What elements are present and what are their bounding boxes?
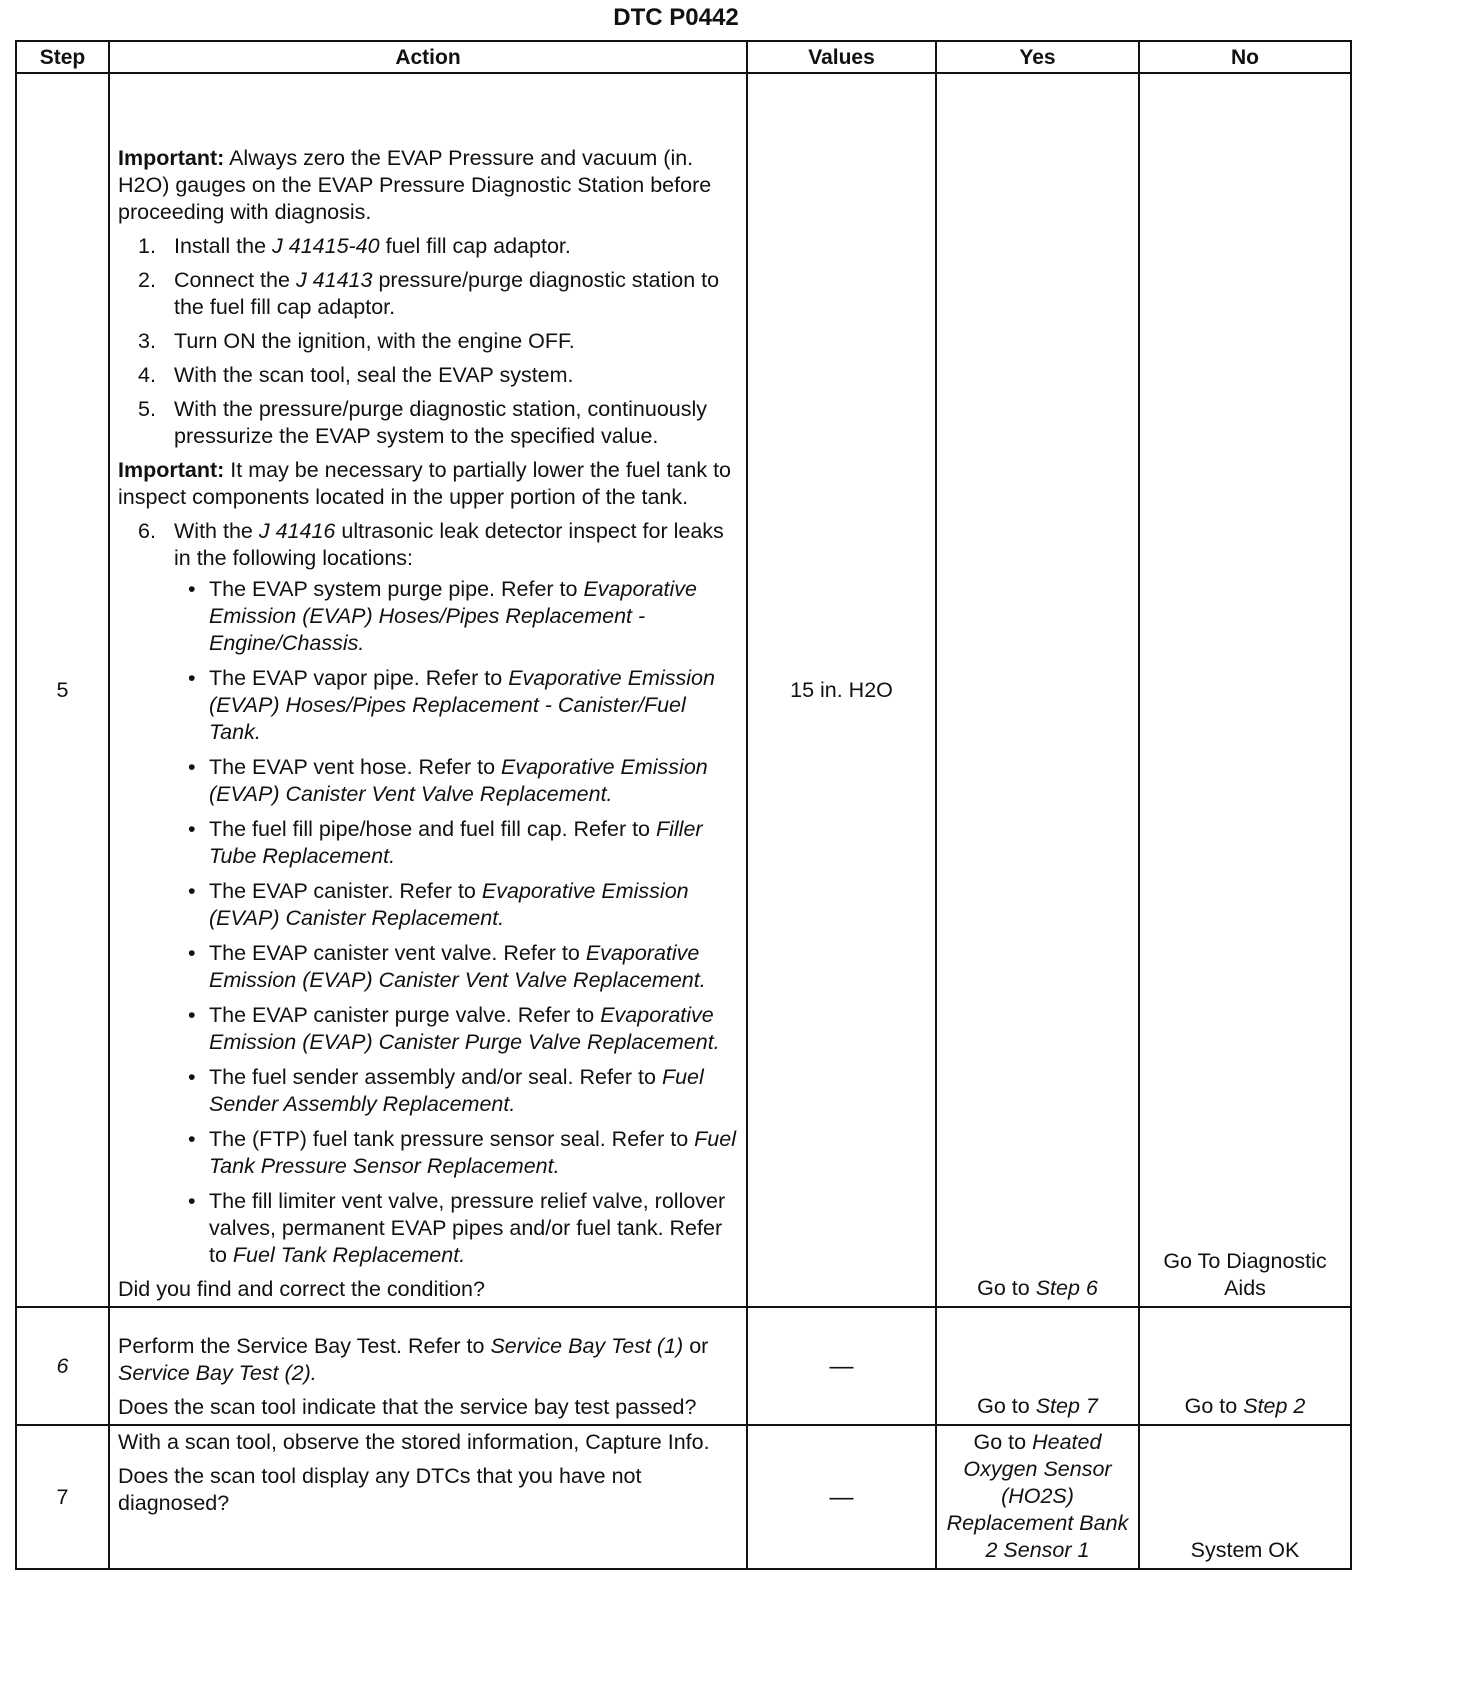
step-number: 7 xyxy=(16,1425,109,1569)
tool-reference[interactable]: J 41416 xyxy=(258,519,336,543)
action-text-part: Perform the Service Bay Test. Refer to xyxy=(118,1334,485,1358)
page-title: DTC P0442 xyxy=(613,4,739,31)
location-item xyxy=(174,665,738,746)
dtc-table xyxy=(15,40,1352,1570)
item-text: Turn ON the ignition, with the engine OFF. xyxy=(174,329,575,353)
location-item xyxy=(174,1064,738,1118)
action-cell xyxy=(109,73,747,1307)
location-text: The (FTP) fuel tank pressure sensor seal. Refer to xyxy=(209,1127,689,1151)
header-step: Step xyxy=(16,41,109,73)
location-text: The EVAP vapor pipe. Refer to xyxy=(209,666,503,690)
location-text: The EVAP canister vent valve. Refer to xyxy=(209,941,580,965)
yes-text: Go to xyxy=(977,1276,1030,1300)
action-text-part: or xyxy=(689,1334,709,1358)
procedure-link[interactable]: Service Bay Test (2). xyxy=(118,1361,317,1385)
yes-step-link[interactable]: Step 7 xyxy=(1035,1394,1098,1418)
yes-cell xyxy=(936,1307,1139,1425)
bullet: • xyxy=(188,1065,196,1089)
bullet: • xyxy=(188,817,196,841)
location-text: The EVAP vent hose. Refer to xyxy=(209,755,496,779)
procedure-list xyxy=(118,518,738,1269)
yes-step-link[interactable]: Step 6 xyxy=(1035,1276,1098,1300)
tool-reference[interactable]: J 41415-40 xyxy=(272,234,380,258)
table-row-step-6 xyxy=(16,1307,1351,1425)
location-item xyxy=(174,1002,738,1056)
location-text: The EVAP system purge pipe. Refer to xyxy=(209,577,578,601)
location-item xyxy=(174,940,738,994)
procedure-link[interactable]: Service Bay Test (1) xyxy=(490,1334,684,1358)
bullet: • xyxy=(188,1127,196,1151)
item-text: fuel fill cap adaptor. xyxy=(385,234,571,258)
procedure-link[interactable]: Evaporative Emission (EVAP) Canister Vent Valve Replacement. xyxy=(209,755,708,806)
location-item xyxy=(174,1188,738,1269)
action-text xyxy=(118,1333,738,1387)
item-number: 6. xyxy=(138,519,156,543)
procedure-link[interactable]: Fuel Sender Assembly Replacement. xyxy=(209,1065,704,1116)
yes-cell xyxy=(936,73,1139,1307)
bullet: • xyxy=(188,755,196,779)
action-cell xyxy=(109,1425,747,1569)
yes-cell xyxy=(936,1425,1139,1569)
decision-question: Does the scan tool display any DTCs that you have not diagnosed? xyxy=(118,1464,642,1515)
decision-question: Did you find and correct the condition? xyxy=(118,1277,485,1301)
item-text: With the xyxy=(174,519,253,543)
procedure-list xyxy=(118,233,738,450)
location-list xyxy=(174,576,738,1269)
yes-text: Go to xyxy=(977,1394,1030,1418)
location-text: The EVAP canister purge valve. Refer to xyxy=(209,1003,595,1027)
action-text: With a scan tool, observe the stored information, Capture Info. xyxy=(118,1430,710,1454)
table-header-row xyxy=(16,41,1351,73)
step-number: 5 xyxy=(16,73,109,1307)
important-note xyxy=(118,457,738,511)
header-yes: Yes xyxy=(936,41,1139,73)
list-item xyxy=(118,233,738,260)
item-text: ultrasonic leak detector inspect for leaks in the following locations: xyxy=(174,519,724,570)
item-text: Install the xyxy=(174,234,267,258)
table-row-step-5 xyxy=(16,73,1351,1307)
item-number: 3. xyxy=(138,329,156,353)
procedure-link[interactable]: Evaporative Emission (EVAP) Hoses/Pipes Replacement - Engine/Chassis. xyxy=(209,577,698,655)
no-cell: System OK xyxy=(1139,1425,1351,1569)
procedure-link[interactable]: Evaporative Emission (EVAP) Canister Replacement. xyxy=(209,879,689,930)
item-number: 2. xyxy=(138,268,156,292)
yes-procedure-link[interactable]: Heated Oxygen Sensor (HO2S) Replacement Bank 2 Sensor 1 xyxy=(946,1430,1129,1562)
value-cell: 15 in. H2O xyxy=(747,73,936,1307)
location-text: The EVAP canister. Refer to xyxy=(209,879,476,903)
no-cell xyxy=(1139,1307,1351,1425)
procedure-link[interactable]: Evaporative Emission (EVAP) Canister Vent Valve Replacement. xyxy=(209,941,706,992)
location-item xyxy=(174,754,738,808)
location-text: The fuel fill pipe/hose and fuel fill cap. Refer to xyxy=(209,817,651,841)
action-cell xyxy=(109,1307,747,1425)
important-text: Always zero the EVAP Pressure and vacuum (in. H2O) gauges on the EVAP Pressure Diagnostic Station before proceeding with diagnosis. xyxy=(118,146,712,224)
procedure-link[interactable]: Fuel Tank Replacement. xyxy=(232,1243,466,1267)
value-cell: — xyxy=(747,1425,936,1569)
bullet: • xyxy=(188,666,196,690)
list-item xyxy=(118,396,738,450)
bullet: • xyxy=(188,879,196,903)
bullet: • xyxy=(188,1003,196,1027)
list-item xyxy=(118,518,738,1269)
location-text: The fuel sender assembly and/or seal. Refer to xyxy=(209,1065,656,1089)
procedure-link[interactable]: Fuel Tank Pressure Sensor Replacement. xyxy=(209,1127,736,1178)
location-item xyxy=(174,1126,738,1180)
item-text: Connect the xyxy=(174,268,290,292)
location-text: The fill limiter vent valve, pressure relief valve, rollover valves, permanent EVAP pipes and/or fuel tank. Refer to xyxy=(209,1189,726,1267)
bullet: • xyxy=(188,1189,196,1213)
location-item xyxy=(174,576,738,657)
header-action: Action xyxy=(109,41,747,73)
procedure-link[interactable]: Filler Tube Replacement. xyxy=(209,817,703,868)
item-text: With the scan tool, seal the EVAP system. xyxy=(174,363,574,387)
header-values: Values xyxy=(747,41,936,73)
step-number: 6 xyxy=(16,1307,109,1425)
value-cell: — xyxy=(747,1307,936,1425)
location-item xyxy=(174,816,738,870)
no-step-link[interactable]: Step 2 xyxy=(1243,1394,1306,1418)
list-item xyxy=(118,328,738,355)
no-text: Go to xyxy=(1184,1394,1238,1418)
location-item xyxy=(174,878,738,932)
yes-text: Go to xyxy=(973,1430,1027,1454)
item-text: pressure/purge diagnostic station to the fuel fill cap adaptor. xyxy=(174,268,720,319)
important-note xyxy=(118,145,738,226)
item-number: 1. xyxy=(138,234,156,258)
important-text: It may be necessary to partially lower the fuel tank to inspect components located in the upper portion of the tank. xyxy=(118,458,731,509)
bullet: • xyxy=(188,577,196,601)
procedure-link[interactable]: Evaporative Emission (EVAP) Hoses/Pipes Replacement - Canister/Fuel Tank. xyxy=(209,666,715,744)
list-item xyxy=(118,362,738,389)
important-label: Important: xyxy=(118,146,225,170)
procedure-link[interactable]: Evaporative Emission (EVAP) Canister Purge Valve Replacement. xyxy=(209,1003,720,1054)
important-label: Important: xyxy=(118,458,225,482)
header-no: No xyxy=(1139,41,1351,73)
decision-question: Does the scan tool indicate that the service bay test passed? xyxy=(118,1395,697,1419)
item-number: 4. xyxy=(138,363,156,387)
item-number: 5. xyxy=(138,397,156,421)
table-row-step-7 xyxy=(16,1425,1351,1569)
bullet: • xyxy=(188,941,196,965)
no-cell[interactable]: Go To Diagnostic Aids xyxy=(1139,73,1351,1307)
tool-reference[interactable]: J 41413 xyxy=(295,268,373,292)
item-text: With the pressure/purge diagnostic station, continuously pressurize the EVAP system to the specified value. xyxy=(174,397,708,448)
list-item xyxy=(118,267,738,321)
